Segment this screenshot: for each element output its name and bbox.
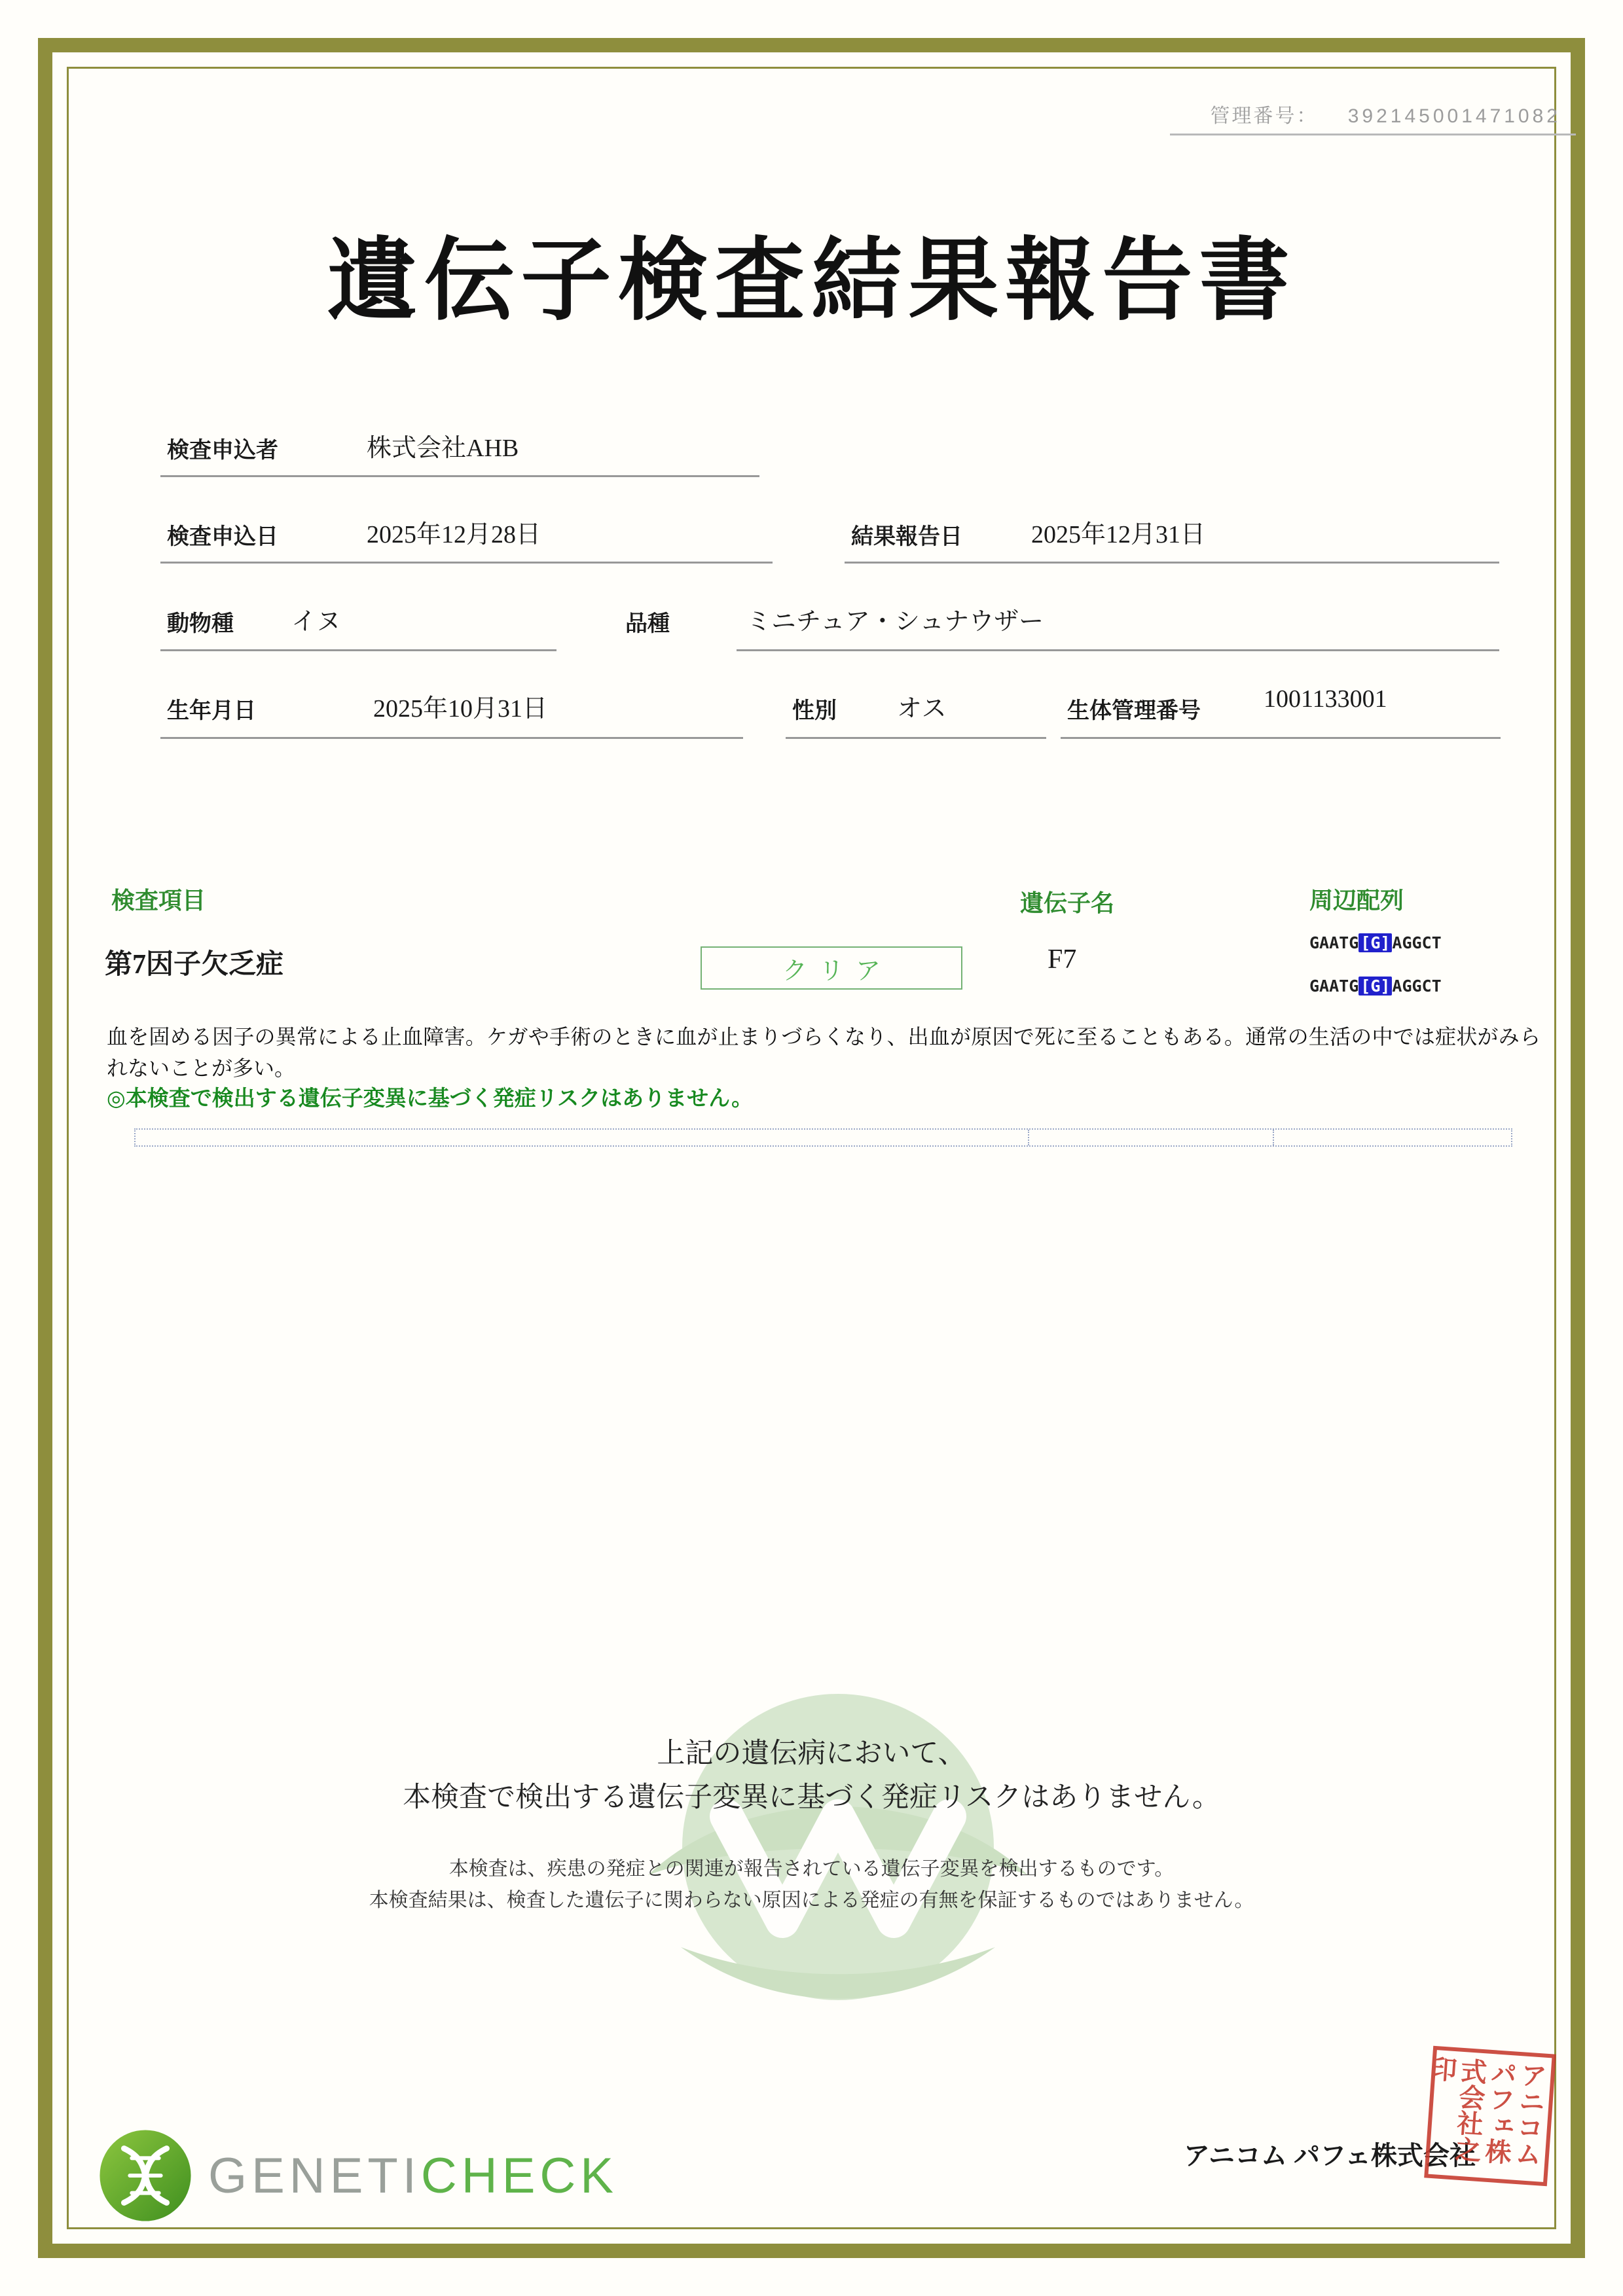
result-status-badge xyxy=(701,946,962,990)
breed-label: 品種 xyxy=(625,612,670,636)
sex-underline xyxy=(786,737,1046,739)
species-underline xyxy=(160,649,556,651)
sex-label: 性別 xyxy=(792,699,837,723)
dna-globe-icon xyxy=(97,2127,194,2224)
summary-line-2: 本検査で検出する遺伝子変異に基づく発症リスクはありません。 xyxy=(403,1782,1220,1813)
summary-note-1: 本検査は、疾患の発症との関連が報告されている遺伝子変異を検出するものです。 xyxy=(448,1858,1175,1880)
report-date-underline xyxy=(845,562,1499,564)
breed-value: ミニチュア・シュナウザー xyxy=(746,608,1044,636)
report-date-value: 2025年12月31日 xyxy=(1031,521,1206,548)
results-item-header: 検査項目 xyxy=(111,888,206,914)
sequence-1-suffix: AGGCT xyxy=(1392,933,1442,952)
report-date-label: 結果報告日 xyxy=(851,525,962,549)
management-number-underline xyxy=(1170,134,1576,135)
empty-row-divider-1 xyxy=(1028,1130,1029,1145)
disease-description: 血を固める因子の異常による止血障害。ケガや手術のときに血が止まりづらくなり、出血が原因で死に至ることもある。通常の生活の中では症状がみられないことが多い。 xyxy=(107,1025,1541,1080)
apply-date-value: 2025年12月28日 xyxy=(367,521,541,548)
sequence-2-variant: [G] xyxy=(1359,977,1392,996)
management-number-value: 392145001471082 xyxy=(1347,105,1561,127)
results-sequence-header: 周辺配列 xyxy=(1309,888,1404,914)
result-status-label: クリア xyxy=(782,957,892,985)
applicant-label: 検査申込者 xyxy=(167,439,278,463)
sequence-1-variant: [G] xyxy=(1359,933,1392,952)
sequence-2-prefix: GAATG xyxy=(1309,977,1359,996)
apply-date-label: 検査申込日 xyxy=(167,525,278,549)
management-number-row xyxy=(1210,99,1561,128)
sequence-1-prefix: GAATG xyxy=(1309,933,1359,952)
logo-text-geneti: GENETI xyxy=(208,2147,421,2204)
sequence-2-suffix: AGGCT xyxy=(1392,977,1442,996)
sequence-line-2 xyxy=(1309,977,1442,996)
risk-note: ◎本検査で検出する遺伝子変異に基づく発症リスクはありません。 xyxy=(107,1087,754,1111)
company-seal-stamp: アニコムパフェ株式会社之印 xyxy=(1424,2046,1556,2187)
summary-line-1: 上記の遺伝病において、 xyxy=(657,1738,966,1769)
results-gene-header: 遺伝子名 xyxy=(1020,890,1115,916)
apply-date-underline xyxy=(160,562,773,564)
empty-row-divider-2 xyxy=(1273,1130,1274,1145)
applicant-value: 株式会社AHB xyxy=(367,435,519,462)
applicant-underline xyxy=(160,475,759,477)
animal-id-underline xyxy=(1061,737,1501,739)
logo-text-check: CHECK xyxy=(420,2147,618,2204)
birth-date-underline xyxy=(160,737,743,739)
geneticheck-logo xyxy=(97,2127,618,2224)
sex-value: オス xyxy=(897,695,947,723)
animal-id-value: 1001133001 xyxy=(1264,685,1387,713)
birth-date-label: 生年月日 xyxy=(167,699,256,723)
species-value: イヌ xyxy=(291,608,342,636)
page-title: 遺伝子検査結果報告書 xyxy=(327,231,1296,331)
disease-name: 第7因子欠乏症 xyxy=(105,950,284,980)
company-name: アニコム パフェ株式会社 xyxy=(1184,2141,1476,2170)
breed-underline xyxy=(737,649,1499,651)
birth-date-value: 2025年10月31日 xyxy=(373,695,548,723)
logo-wordmark xyxy=(208,2147,618,2204)
animal-id-label: 生体管理番号 xyxy=(1067,699,1201,723)
gene-name: F7 xyxy=(1048,944,1077,975)
empty-result-row xyxy=(134,1128,1512,1147)
management-number-label: 管理番号： xyxy=(1210,105,1319,127)
species-label: 動物種 xyxy=(167,612,234,636)
sequence-line-1 xyxy=(1309,933,1442,952)
summary-note-2: 本検査結果は、検査した遺伝子に関わらない原因による発症の有無を保証するものではありません。 xyxy=(369,1890,1254,1911)
